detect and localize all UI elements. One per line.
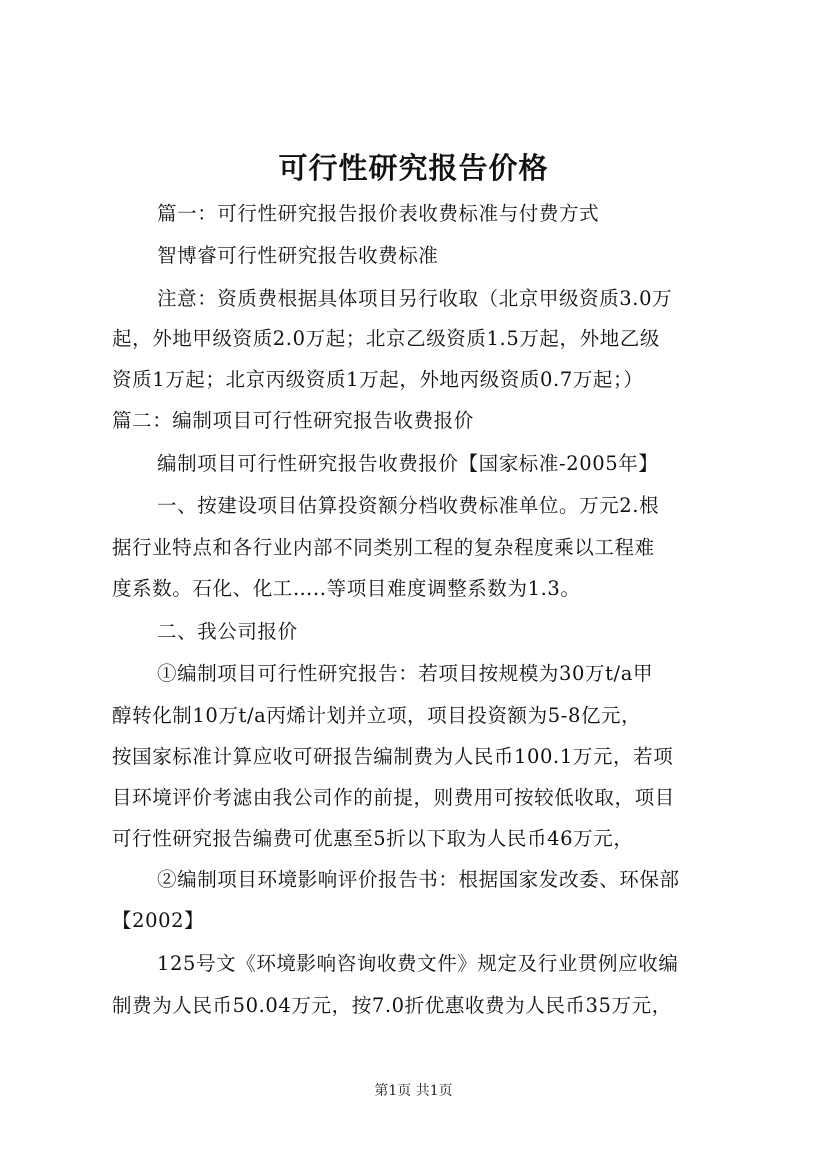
paragraph-line: ①编制项目可行性研究报告：若项目按规模为30万t/a甲 bbox=[157, 662, 654, 685]
paragraph-line: 资质1万起；北京丙级资质1万起，外地丙级资质0.7万起；） bbox=[112, 368, 644, 391]
page-number-footer: 第1页 共1页 bbox=[374, 1083, 453, 1099]
paragraph-line: ②编制项目环境影响评价报告书：根据国家发改委、环保部 bbox=[157, 868, 680, 891]
paragraph-line: 一、按建设项目估算投资额分档收费标准单位。万元2.根 bbox=[157, 494, 660, 517]
paragraph-line: 篇二：编制项目可行性研究报告收费报价 bbox=[112, 409, 474, 432]
document-title: 可行性研究报告价格 bbox=[278, 151, 549, 185]
paragraph-line: 据行业特点和各行业内部不同类别工程的复杂程度乘以工程难 bbox=[112, 536, 655, 559]
paragraph-line: 【2002】 bbox=[112, 909, 205, 932]
paragraph-line: 制费为人民币50.04万元，按7.0折优惠收费为人民币35万元， bbox=[112, 994, 672, 1017]
paragraph-line: 篇一：可行性研究报告报价表收费标准与付费方式 bbox=[157, 202, 600, 225]
paragraph-line: 智博睿可行性研究报告收费标准 bbox=[157, 244, 439, 267]
paragraph-line: 起，外地甲级资质2.0万起；北京乙级资质1.5万起，外地乙级 bbox=[112, 327, 661, 350]
paragraph-line: 编制项目可行性研究报告收费报价【国家标准-2005年】 bbox=[157, 452, 659, 475]
paragraph-line: 125号文《环境影响咨询收费文件》规定及行业贯例应收编 bbox=[157, 952, 679, 975]
paragraph-line: 度系数。石化、化工…..等项目难度调整系数为1.3。 bbox=[112, 577, 581, 600]
paragraph-line: 二、我公司报价 bbox=[157, 620, 298, 643]
paragraph-line: 按国家标准计算应收可研报告编制费为人民币100.1万元，若项 bbox=[112, 745, 674, 768]
paragraph-line: 醇转化制10万t/a丙烯计划并立项，项目投资额为5-8亿元， bbox=[112, 704, 642, 727]
paragraph-line: 注意：资质费根据具体项目另行收取（北京甲级资质3.0万 bbox=[157, 287, 673, 310]
paragraph-line: 可行性研究报告编费可优惠至5折以下取为人民币46万元， bbox=[112, 827, 634, 850]
paragraph-line: 目环境评价考滤由我公司作的前提，则费用可按较低收取，项目 bbox=[112, 786, 675, 809]
